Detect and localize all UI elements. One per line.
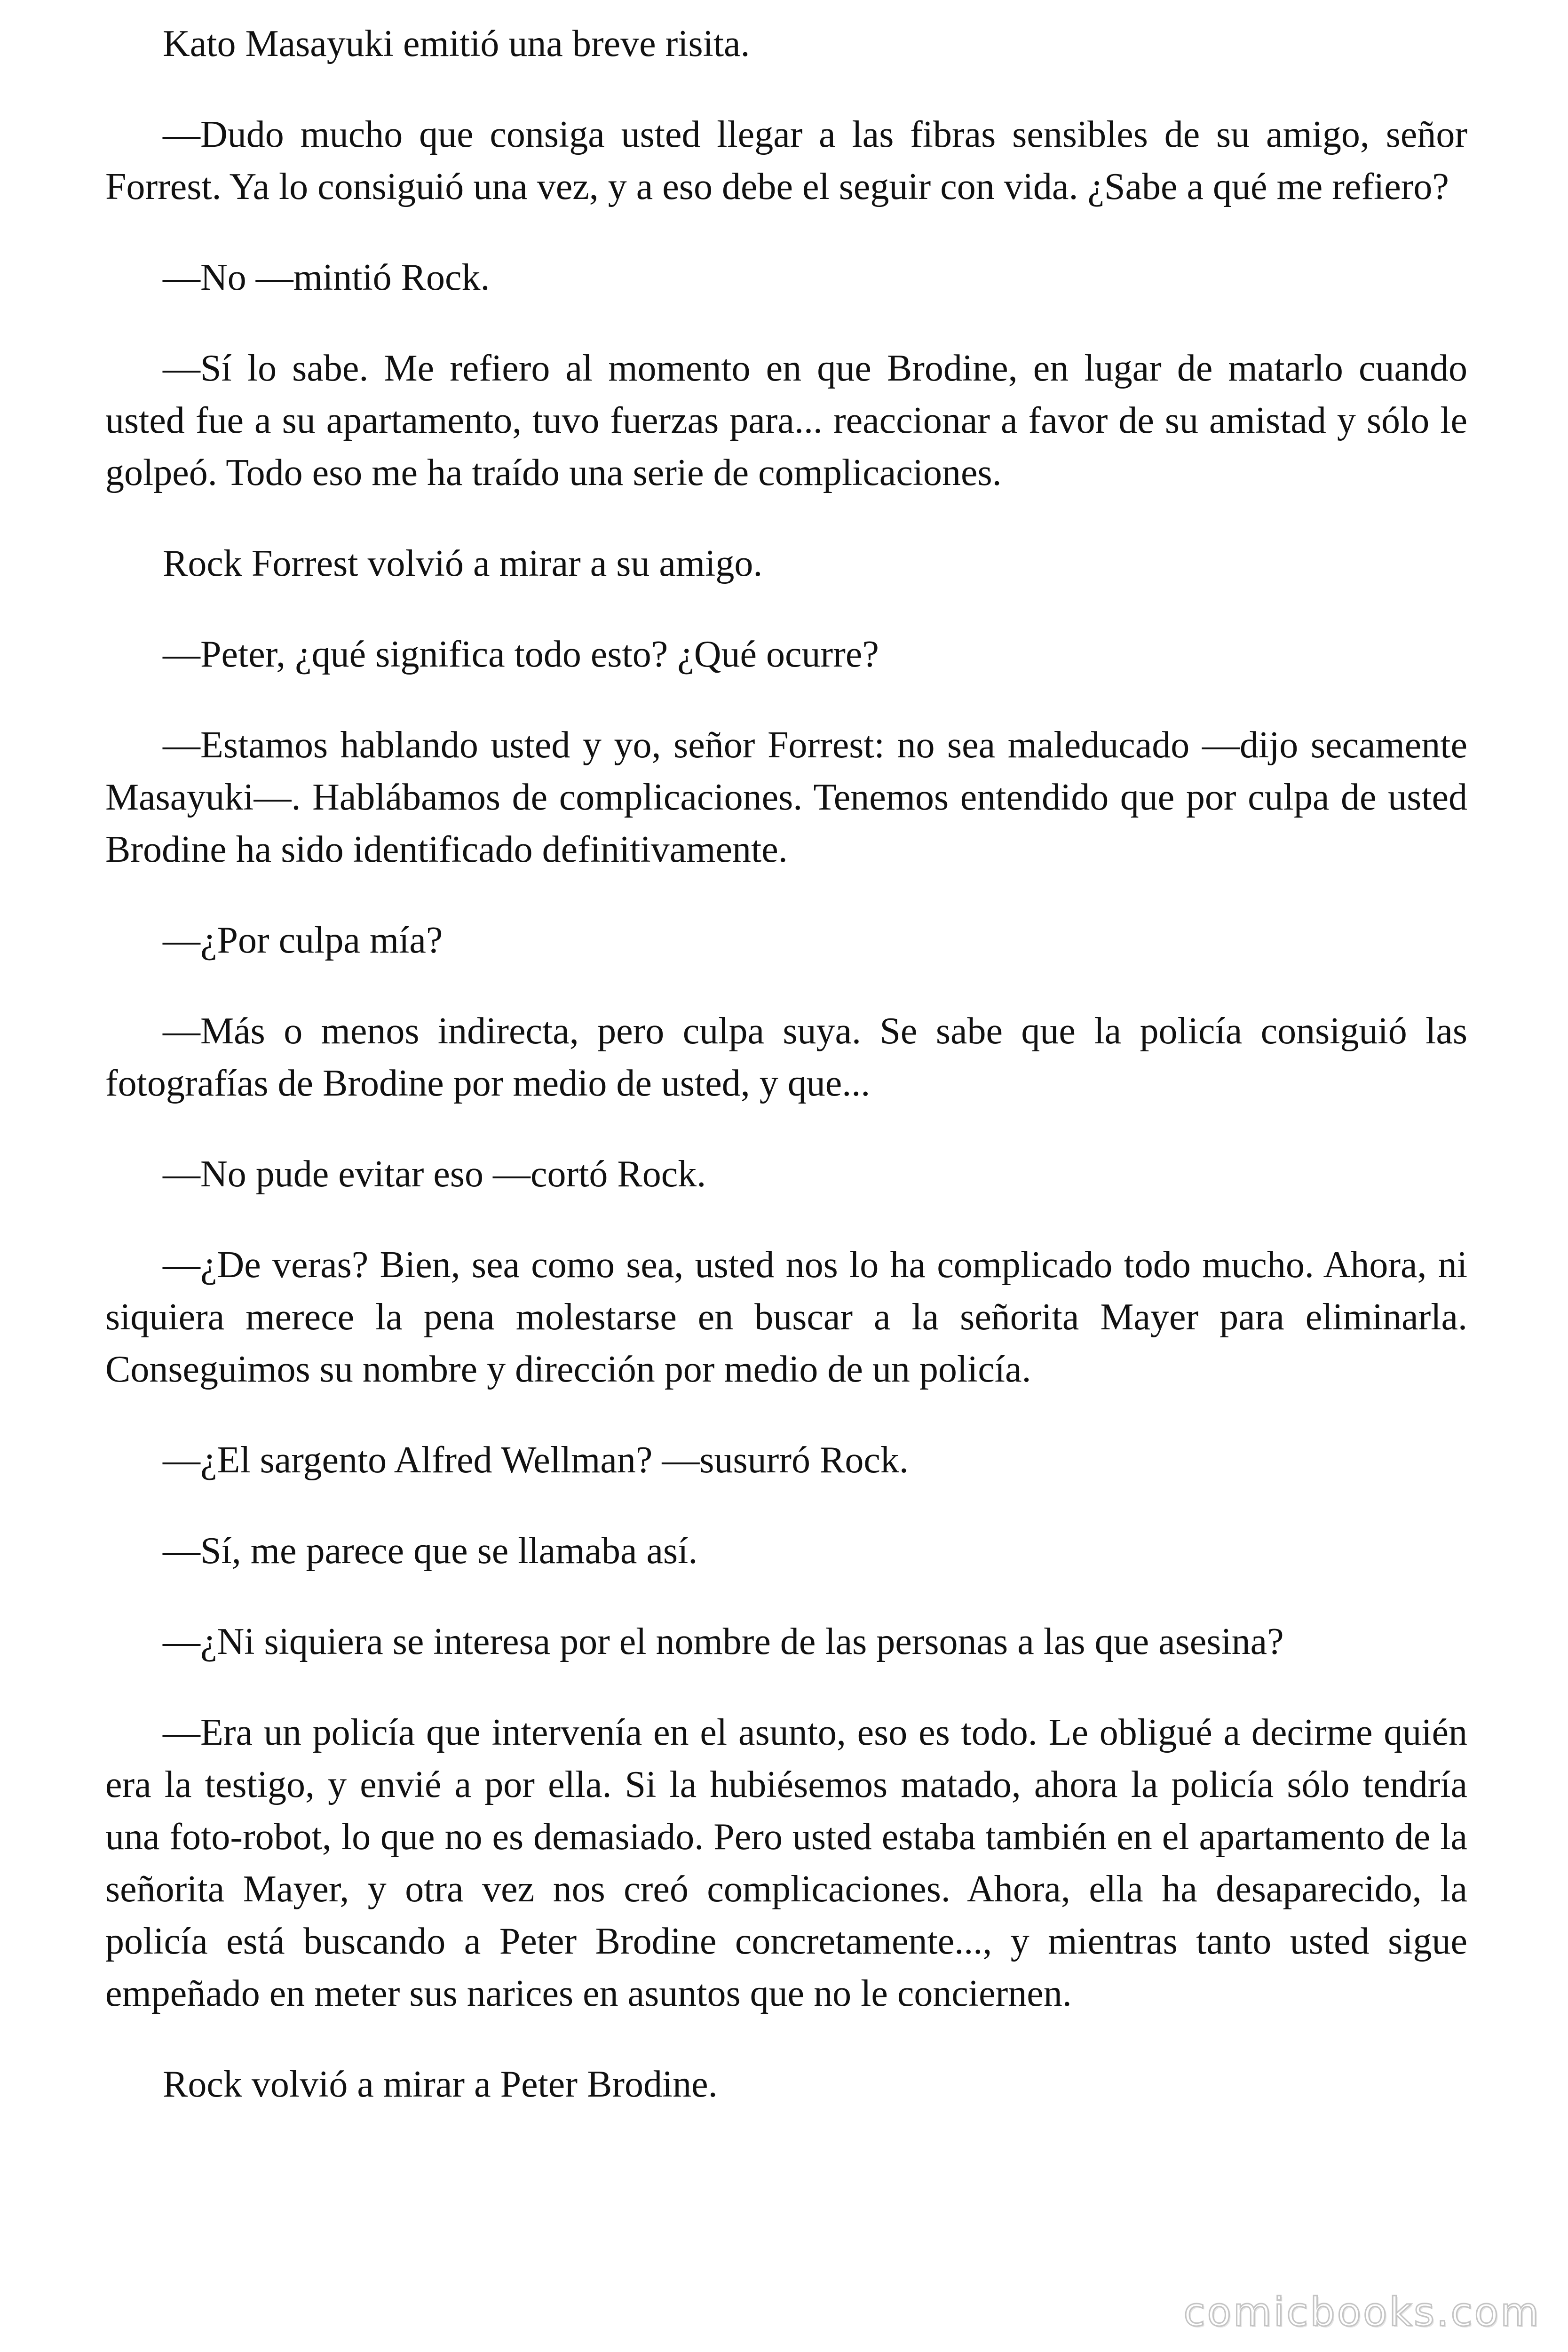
paragraph: —Sí, me parece que se llamaba así. [163, 1530, 698, 1572]
paragraph: —¿De veras? Bien, sea como sea, usted nos lo ha complicado todo mucho. Ahora, ni siquiera merece la pena molestarse en buscar a la señorita Mayer para eliminarla. Conseguimos su nombre y dirección por medio de un policía. [105, 1244, 1467, 1390]
paragraph: —Peter, ¿qué significa todo esto? ¿Qué ocurre? [163, 634, 879, 675]
paragraph: —Era un policía que intervenía en el asunto, eso es todo. Le obligué a decirme quién era la testigo, y envié a por ella. Si la hubiésemos matado, ahora la policía sólo tendría una foto-robot, lo que no es demasiado. Pero usted estaba también en el apartamento de la señorita Mayer, y otra vez nos creó complicaciones. Ahora, ella ha desaparecido, la policía está buscando a Peter Brodine concretamente..., y mientras tanto usted sigue empeñado en meter sus narices en asuntos que no le conciernen. [105, 1712, 1467, 2014]
watermark: comicbooks.com [1183, 2289, 1541, 2335]
paragraph: Rock Forrest volvió a mirar a su amigo. [163, 543, 763, 584]
paragraph: —Estamos hablando usted y yo, señor Forrest: no sea maleducado —dijo secamente Masayuki—. Hablábamos de complicaciones. Tenemos entendido que por culpa de usted Brodine ha sido identificado definitivamente. [105, 724, 1467, 870]
paragraph: —No —mintió Rock. [163, 257, 490, 298]
paragraph: —¿El sargento Alfred Wellman? —susurró Rock. [163, 1439, 909, 1481]
paragraph: —¿Ni siquiera se interesa por el nombre de las personas a las que asesina? [163, 1621, 1284, 1662]
paragraph: —No pude evitar eso —cortó Rock. [163, 1153, 706, 1195]
paragraph: —Sí lo sabe. Me refiero al momento en que Brodine, en lugar de matarlo cuando usted fue a su apartamento, tuvo fuerzas para... reaccionar a favor de su amistad y sólo le golpeó. Todo eso me ha traído una serie de complicaciones. [105, 348, 1467, 493]
paragraph: Kato Masayuki emitió una breve risita. [163, 23, 750, 64]
body-text [105, 18, 1467, 2149]
paragraph: —Más o menos indirecta, pero culpa suya. Se sabe que la policía consiguió las fotografías de Brodine por medio de usted, y que... [105, 1010, 1467, 1104]
paragraph: Rock volvió a mirar a Peter Brodine. [163, 2064, 718, 2105]
paragraph: —Dudo mucho que consiga usted llegar a las fibras sensibles de su amigo, señor Forrest. Ya lo consiguió una vez, y a eso debe el seguir con vida. ¿Sabe a qué me refiero? [105, 114, 1467, 207]
paragraph: —¿Por culpa mía? [163, 920, 443, 961]
